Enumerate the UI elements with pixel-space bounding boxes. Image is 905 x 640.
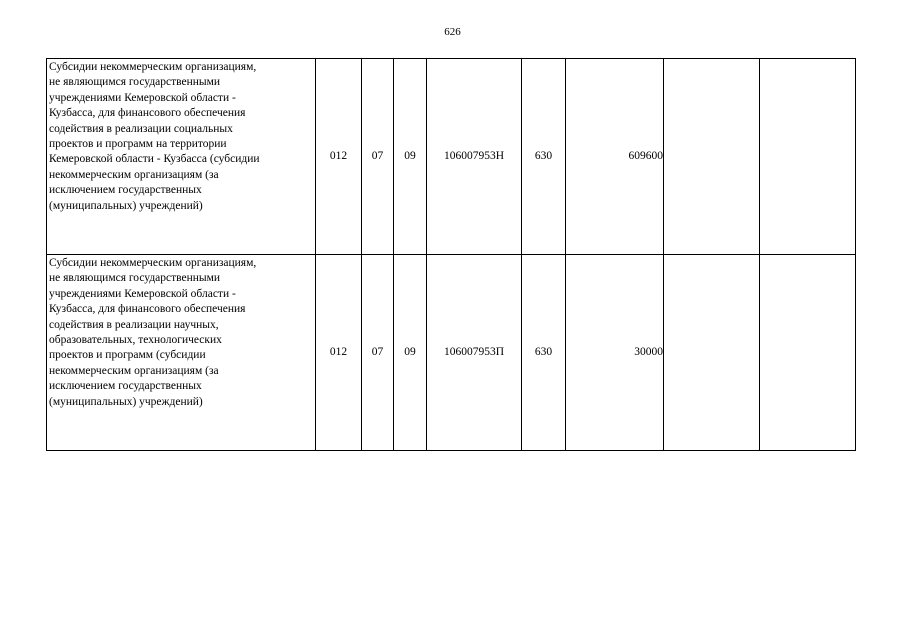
cell-amount-2	[664, 59, 760, 255]
cell-amount-2	[664, 255, 760, 451]
cell-section: 07	[362, 255, 394, 451]
cell-section: 07	[362, 59, 394, 255]
cell-amount-1: 30000	[566, 255, 664, 451]
cell-ministry: 012	[316, 59, 362, 255]
cell-name	[47, 255, 316, 451]
cell-expense-type: 630	[522, 255, 566, 451]
table-row	[47, 255, 856, 451]
cell-target-article: 106007953П	[427, 255, 522, 451]
page-number: 626	[444, 26, 461, 38]
expense-description: Субсидии некоммерческим организациям, не являющимся государственными учреждениями Кемеровской области - Кузбасса, для финансового обеспечения содействия в реализации социальных проектов и программ на территории Кемеровской области - Кузбасса (субсидии некоммерческим организациям (за исключением государственных (муниципальных) учреждений)	[49, 61, 260, 212]
cell-amount-1: 609600	[566, 59, 664, 255]
budget-table	[46, 58, 856, 451]
cell-subsection: 09	[394, 59, 427, 255]
cell-amount-3	[760, 255, 856, 451]
cell-expense-type: 630	[522, 59, 566, 255]
table-row	[47, 59, 856, 255]
expense-description: Субсидии некоммерческим организациям, не являющимся государственными учреждениями Кемеровской области - Кузбасса, для финансового обеспечения содействия в реализации научных, образовательных, технологических проектов и программ (субсидии некоммерческим организациям (за исключением государственных (муниципальных) учреждений)	[49, 257, 257, 408]
cell-name	[47, 59, 316, 255]
cell-target-article: 106007953Н	[427, 59, 522, 255]
cell-amount-3	[760, 59, 856, 255]
cell-ministry: 012	[316, 255, 362, 451]
cell-subsection: 09	[394, 255, 427, 451]
